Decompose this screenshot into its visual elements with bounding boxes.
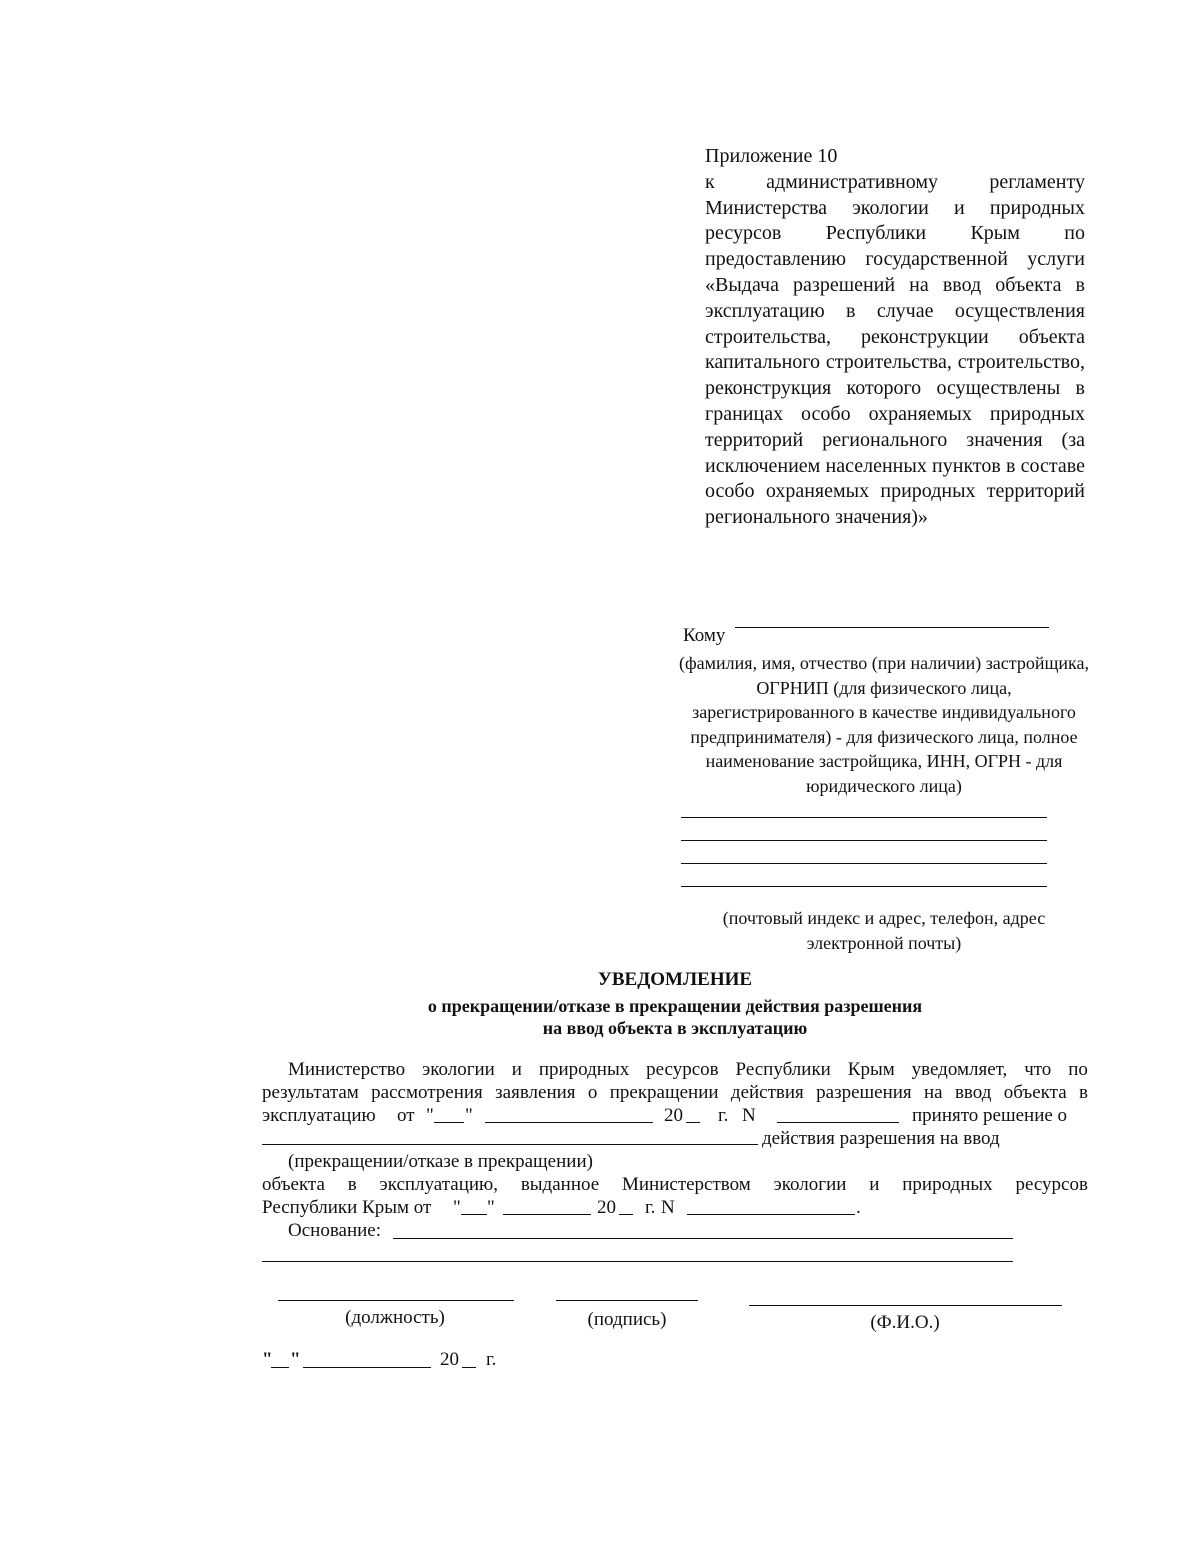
fio-line — [749, 1305, 1062, 1306]
date-quote-open: " — [262, 1349, 273, 1370]
number-field-line — [777, 1122, 899, 1123]
day-field-line — [434, 1122, 464, 1123]
paragraph-2-line-1 — [262, 1173, 1088, 1196]
word: ввод — [954, 1082, 992, 1103]
word: эксплуатацию, — [379, 1174, 498, 1195]
word: ресурсов — [646, 1059, 719, 1080]
to-label: Кому — [683, 625, 726, 646]
word: рассмотрения — [371, 1082, 483, 1103]
word: на — [924, 1082, 943, 1103]
word: результатам — [262, 1082, 359, 1103]
address-line-4 — [681, 886, 1047, 887]
notice-subtitle-2: на ввод объекта в эксплуатацию — [542, 1018, 808, 1038]
position-caption: (должность) — [345, 1307, 445, 1328]
word: заявления — [495, 1082, 576, 1103]
address-line-1 — [681, 817, 1047, 818]
word: ресурсов — [1015, 1174, 1088, 1195]
word: Министерством — [621, 1174, 751, 1195]
year-suffix-2: г. — [645, 1197, 656, 1218]
quote-open-2: " — [453, 1197, 461, 1218]
text-exploitation: эксплуатацию — [262, 1105, 376, 1126]
word: объекта — [1003, 1082, 1067, 1103]
year-suffix: г. — [718, 1105, 729, 1126]
word: в — [347, 1174, 357, 1195]
word: в — [1078, 1082, 1088, 1103]
appendix-block — [705, 144, 1085, 531]
decision-field-line — [262, 1144, 758, 1145]
word: о — [587, 1082, 598, 1103]
postal-description: (почтовый индекс и адрес, телефон, адрес электронной почты) — [722, 908, 1046, 953]
appendix-text: к административному регламенту Министерства экологии и природных ресурсов Республики Крым по предоставлению государственной услуги «Выдача разрешений на ввод объекта в эксплуатацию в случае осуществления строительства, реконструкции объекта капитального строительства, строительство, реконструкция которого осуществлены в границах особо охраняемых природных территорий регионального значения (за исключением населенных пунктов в составе особо охраняемых природных территорий регионального значения)» — [705, 170, 1085, 529]
address-line-3 — [681, 863, 1047, 864]
period: . — [856, 1197, 861, 1218]
word: экологии — [422, 1059, 495, 1080]
date-day-line — [271, 1367, 289, 1368]
word: Министерство — [288, 1059, 406, 1080]
date-quote-close: " — [290, 1349, 301, 1370]
word: и — [511, 1059, 522, 1080]
word: выданное — [520, 1174, 600, 1195]
word: что — [1024, 1059, 1052, 1080]
date-year-suffix: г. — [486, 1349, 497, 1370]
word: действия — [730, 1082, 804, 1103]
year-prefix-2: 20 — [597, 1197, 616, 1218]
decision-tail: действия разрешения на ввод — [762, 1128, 1000, 1149]
month-field-line — [485, 1122, 653, 1123]
year-field-line-2 — [619, 1214, 633, 1215]
text-from: от — [397, 1105, 415, 1126]
quote-close: " — [465, 1105, 473, 1126]
fio-caption: (Ф.И.О.) — [870, 1312, 940, 1333]
word: природных — [902, 1174, 993, 1195]
year-prefix: 20 — [664, 1105, 683, 1126]
sign-caption: (подпись) — [587, 1309, 667, 1330]
addressee-description: (фамилия, имя, отчество (при наличии) застройщика, ОГРНИП (для физического лица, зарегистрированного в качестве индивидуального предпринимателя) - для физического лица, полное наименование застройщика, ИНН, ОГРН - для юридического лица) — [679, 653, 1089, 796]
appendix-title: Приложение 10 — [705, 145, 838, 167]
number-label: N — [742, 1105, 756, 1126]
basis-field-line-2 — [262, 1261, 1013, 1262]
word: объекта — [262, 1174, 325, 1195]
quote-open: " — [426, 1105, 434, 1126]
word: Крым — [847, 1059, 895, 1080]
word: разрешения — [816, 1082, 912, 1103]
number-field-line-2 — [687, 1214, 855, 1215]
paragraph-1-line-1 — [288, 1058, 1088, 1081]
quote-close-2: " — [487, 1197, 495, 1218]
basis-label: Основание: — [288, 1220, 382, 1241]
sign-line — [556, 1300, 698, 1301]
word: Республики — [735, 1059, 831, 1080]
month-field-line-2 — [503, 1214, 591, 1215]
word: экологии — [773, 1174, 847, 1195]
date-year-line — [462, 1367, 476, 1368]
notice-subtitle-1: о прекращении/отказе в прекращении действия разрешения — [427, 996, 923, 1016]
decision-hint: (прекращении/отказе в прекращении) — [288, 1151, 593, 1172]
number-label-2: N — [661, 1197, 675, 1218]
word: по — [1068, 1059, 1088, 1080]
text-republic-from: Республики Крым от — [262, 1197, 432, 1218]
date-year-prefix: 20 — [440, 1349, 459, 1370]
basis-field-line-1 — [393, 1238, 1013, 1239]
decision-text: принято решение о — [912, 1105, 1068, 1126]
year-field-line — [686, 1122, 700, 1123]
to-field-line — [735, 627, 1049, 628]
address-line-2 — [681, 840, 1047, 841]
day-field-line-2 — [461, 1214, 487, 1215]
word: прекращении — [609, 1082, 719, 1103]
date-month-line — [303, 1367, 431, 1368]
paragraph-1-line-2 — [262, 1081, 1088, 1104]
notice-title: УВЕДОМЛЕНИЕ — [597, 969, 753, 990]
word: и — [869, 1174, 880, 1195]
word: уведомляет, — [911, 1059, 1008, 1080]
position-line — [278, 1300, 514, 1301]
word: природных — [538, 1059, 630, 1080]
